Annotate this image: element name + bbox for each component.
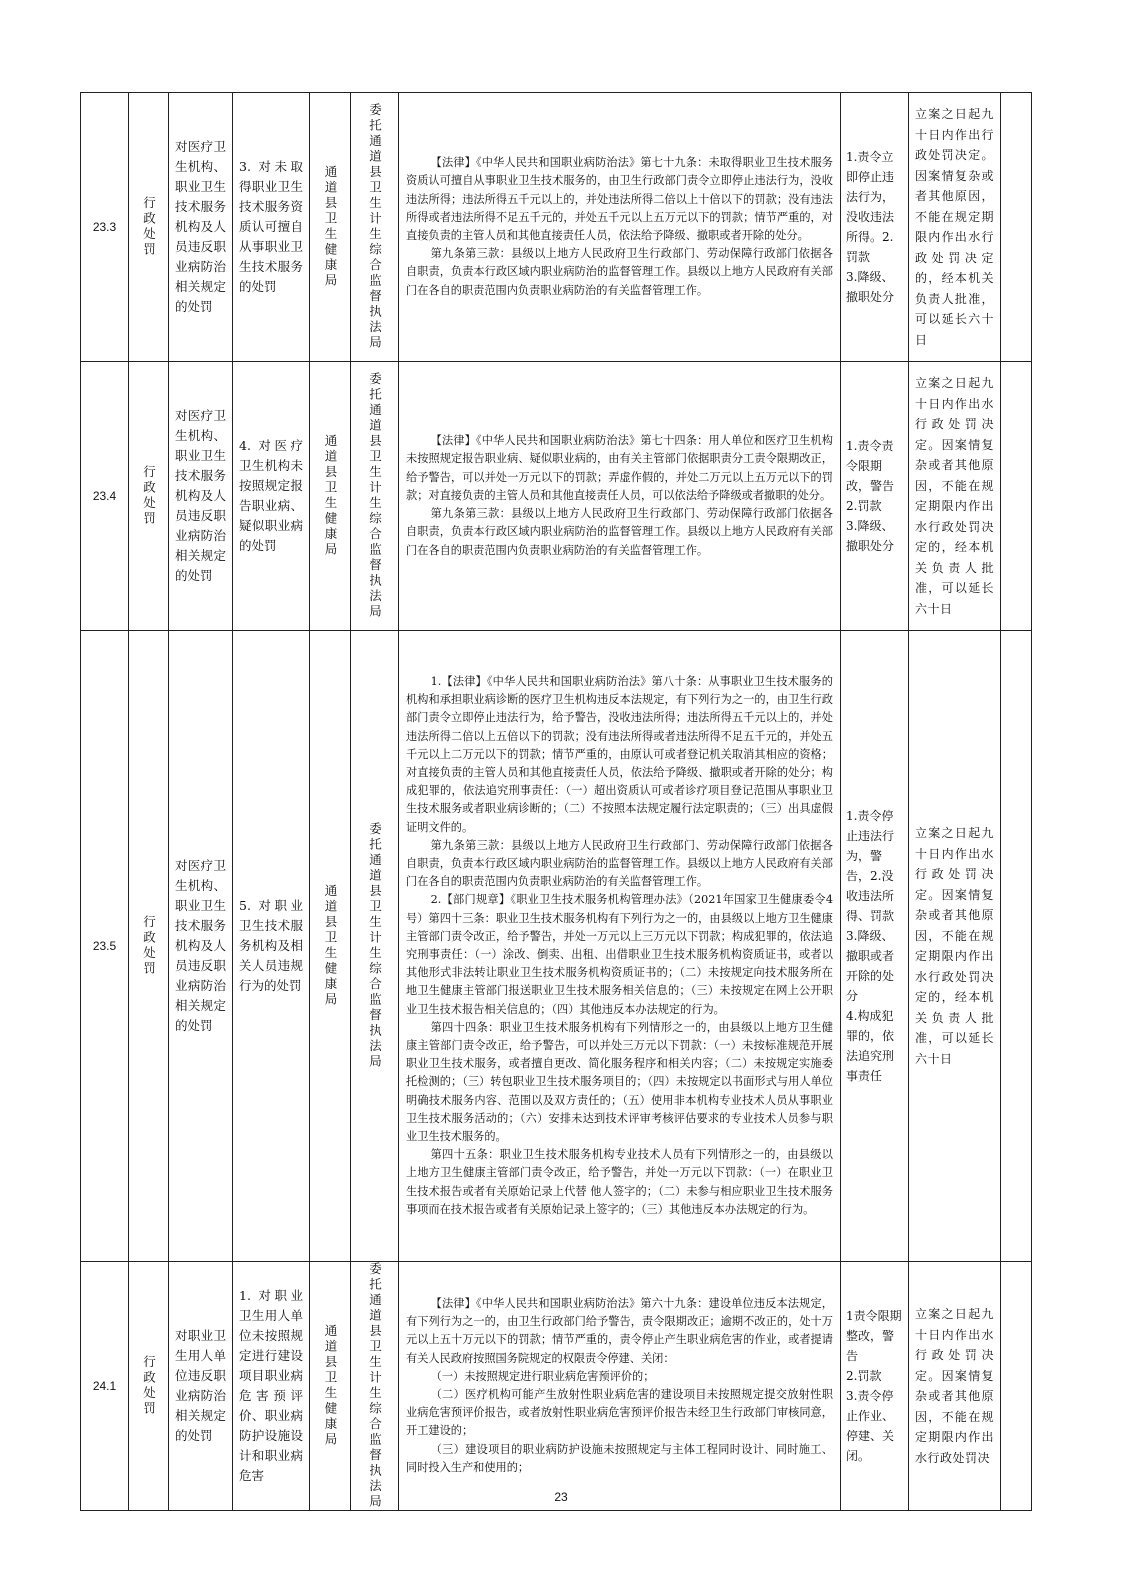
sub-item-text: 3. 对未取得职业卫生技术服务资质认可擅自从事职业卫生技术服务的处罚 [239, 159, 303, 294]
punishment-text: 1.责令停止违法行为，警告，2.没收违法所得、罚款 3.降级、撤职或者开除的处分 4.构成犯罪的，依法追究刑事责任 [846, 809, 895, 1083]
punishment-cell [841, 93, 909, 362]
remark-cell [1001, 362, 1032, 631]
legal-basis-paragraph: 【法律】《中华人民共和国职业病防治法》第七十九条：未取得职业卫生技术服务资质认可擅自从事职业卫生技术服务的，由卫生行政部门责令立即停止违法行为，没收违法所得；违法所得五千元以上的，并处违法所得二倍以上十倍以下的罚款；没有违法所得或者违法所得不足五千元的，并处五千元以上五万元以下的罚款；情节严重的，对直接负责的主管人员和其他直接责任人员，依法给予降级、撤职或者开除的处分。 [406, 156, 833, 242]
time-limit-text: 立案之日起九十日内作出水行政处罚决定。因案情复杂或者其他原因，不能在规定期限内作出水行政处罚决定的，经本机关负责人批准，可以延长六十日 [915, 826, 994, 1066]
enforcement-table [80, 92, 1032, 1511]
agency-text: 通道县卫生健康局 [323, 1324, 338, 1448]
sub-item-text: 4. 对医疗卫生机构未按照规定报告职业病、疑似职业病的处罚 [239, 438, 303, 553]
time-limit-cell [909, 631, 1001, 1262]
category-text: 行政处罚 [141, 196, 157, 258]
legal-basis-paragraph: 第九条第三款：县级以上地方人民政府卫生行政部门、劳动保障行政部门依据各自职责，负责本行政区域内职业病防治的监督管理工作。县级以上地方人民政府有关部门在各自的职责范围内负责职业病防治的有关监督管理工作。 [406, 507, 833, 557]
enforcer-text: 委托通道县卫生计生综合监督执法局 [367, 372, 383, 620]
category-cell [129, 631, 169, 1262]
time-limit-text: 立案之日起九十日内作出水行政处罚决定。因案情复杂或者其他原因，不能在规定期限内作出水行政处罚决 [915, 1307, 994, 1465]
item-cell [169, 631, 233, 1262]
legal-basis-paragraph: 1.【法律】《中华人民共和国职业病防治法》第八十条：从事职业卫生技术服务的机构和承担职业病诊断的医疗卫生机构违反本法规定，有下列行为之一的，由卫生行政部门责令立即停止违法行为，给予警告，没收违法所得；违法所得五千元以上的，并处违法所得二倍以上五倍以下的罚款；没有违法所得或者违法所得不足五千元的，并处五千元以上二万元以下的罚款；情节严重的，由原认可或者登记机关取消其相应的资格；对直接负责的主管人员和其他直接责任人员，依法给予降级、撤职或者开除的处分；构成犯罪的，依法追究刑事责任：（一）超出资质认可或者诊疗项目登记范围从事职业卫生技术服务或者职业病诊断的；（二）不按照本法规定履行法定职责的；（三）出具虚假证明文件的。 [406, 674, 833, 834]
legal-basis-paragraph: （三）建设项目的职业病防护设施未按照规定与主体工程同时设计、同时施工、同时投入生产和使用的； [406, 1442, 833, 1474]
sub-item-text: 1. 对职业卫生用人单位未按照规定进行建设项目职业病危害预评价、职业病防护设施设计和职业病危害 [239, 1288, 303, 1483]
legal-basis-cell [399, 362, 841, 631]
legal-basis-paragraph: （一）未按照规定进行职业病危害预评价的； [430, 1369, 655, 1383]
legal-basis-paragraph: 第四十四条：职业卫生技术服务机构有下列情形之一的，由县级以上地方卫生健康主管部门责令改正，给予警告，可以并处三万元以下罚款：（一）未按标准规范开展职业卫生技术服务，或者擅自更改、简化服务程序和相关内容；（二）未按规定实施委托检测的；（三）转包职业卫生技术服务项目的；（四）未按规定以书面形式与用人单位明确技术服务内容、范围以及双方责任的；（五）使用非本机构专业技术人员从事职业卫生技术服务活动的；（六）安排未达到技术评审考核评估要求的专业技术人员参与职业卫生技术服务的。 [406, 1020, 833, 1144]
category-cell [129, 93, 169, 362]
row-id: 23.3 [92, 220, 117, 234]
agency-cell [310, 1262, 351, 1511]
enforcer-cell [351, 93, 399, 362]
row-id-cell [81, 362, 129, 631]
row-id-cell [81, 631, 129, 1262]
item-text: 对职业卫生用人单位违反职业病防治相关规定的处罚 [175, 1328, 226, 1443]
punishment-text: 1.责令立即停止违法行为，没收违法所得。2.罚款 3.降级、撤职处分 [846, 150, 895, 304]
item-cell [169, 362, 233, 631]
sub-item-cell [233, 1262, 310, 1511]
row-id: 24.1 [92, 1379, 117, 1393]
remark-cell [1001, 1262, 1032, 1511]
item-cell [169, 93, 233, 362]
time-limit-cell [909, 93, 1001, 362]
legal-basis-paragraph: 第九条第三款：县级以上地方人民政府卫生行政部门、劳动保障行政部门依据各自职责，负责本行政区域内职业病防治的监督管理工作。县级以上地方人民政府有关部门在各自的职责范围内负责职业病防治的有关监督管理工作。 [406, 838, 833, 889]
agency-text: 通道县卫生健康局 [323, 884, 338, 1008]
row-id-cell [81, 1262, 129, 1511]
row-id-cell [81, 93, 129, 362]
enforcer-cell [351, 1262, 399, 1511]
table-row [81, 1262, 1032, 1511]
enforcer-cell [351, 362, 399, 631]
punishment-text: 1责令限期整改，警告 2.罚款 3.责令停止作业、停建、关闭。 [846, 1309, 902, 1463]
remark-cell [1001, 631, 1032, 1262]
category-text: 行政处罚 [141, 915, 157, 977]
table-row [81, 362, 1032, 631]
item-text: 对医疗卫生机构、职业卫生技术服务机构及人员违反职业病防治相关规定的处罚 [175, 858, 226, 1033]
legal-basis-cell [399, 631, 841, 1262]
enforcer-cell [351, 631, 399, 1262]
row-id: 23.4 [92, 489, 117, 503]
sub-item-cell [233, 362, 310, 631]
legal-basis-paragraph: 【法律】《中华人民共和国职业病防治法》第六十九条：建设单位违反本法规定，有下列行为之一的，由卫生行政部门给予警告，责令限期改正；逾期不改正的，处十万元以上五十万元以下的罚款；情节严重的，责令停止产生职业病危害的作业，或者提请有关人民政府按照国务院规定的权限责令停建、关闭： [406, 1296, 833, 1365]
punishment-text: 1.责令责令限期改，警告 2.罚款 3.降级、撤职处分 [846, 439, 895, 553]
enforcer-text: 委托通道县卫生计生综合监督执法局 [367, 103, 383, 351]
sub-item-cell [233, 631, 310, 1262]
table-row [81, 93, 1032, 362]
punishment-cell [841, 631, 909, 1262]
row-id: 23.5 [92, 939, 117, 953]
agency-text: 通道县卫生健康局 [323, 165, 338, 289]
punishment-cell [841, 1262, 909, 1511]
item-cell [169, 1262, 233, 1511]
legal-basis-paragraph: 第四十五条：职业卫生技术服务机构专业技术人员有下列情形之一的，由县级以上地方卫生健康主管部门责令改正，给予警告，并处一万元以下罚款：（一）在职业卫生技术报告或者有关原始记录上代替 他人签字的；（二）未参与相应职业卫生技术服务事项而在技术报告或者有关原始记录上签字的；（三）其他违反本办法规定的行为。 [406, 1148, 833, 1216]
legal-basis-paragraph: 【法律】《中华人民共和国职业病防治法》第七十四条：用人单位和医疗卫生机构未按照规定报告职业病、疑似职业病的，由有关主管部门依据职责分工责令限期改正，给予警告，可以并处一万元以下的罚款；弄虚作假的，并处二万元以上五万元以下的罚款；对直接负责的主管人员和其他直接责任人员，可以依法给予降级或者撤职的处分。 [406, 434, 833, 502]
item-text: 对医疗卫生机构、职业卫生技术服务机构及人员违反职业病防治相关规定的处罚 [175, 139, 226, 314]
item-text: 对医疗卫生机构、职业卫生技术服务机构及人员违反职业病防治相关规定的处罚 [175, 408, 226, 583]
enforcer-text: 委托通道县卫生计生综合监督执法局 [367, 1262, 383, 1510]
sub-item-text: 5. 对职业卫生技术服务机构及相关人员违规行为的处罚 [239, 898, 303, 993]
time-limit-text: 立案之日起九十日内作出行政处罚决定。因案情复杂或者其他原因，不能在规定期限内作出水行政处罚决定的，经本机关负责人批准，可以延长六十日 [915, 107, 994, 347]
category-text: 行政处罚 [141, 465, 157, 527]
sub-item-cell [233, 93, 310, 362]
agency-cell [310, 93, 351, 362]
table-row [81, 631, 1032, 1262]
time-limit-text: 立案之日起九十日内作出水行政处罚决定。因案情复杂或者其他原因，不能在规定期限内作出水行政处罚决定的，经本机关负责人批准，可以延长六十日 [915, 376, 994, 616]
category-cell [129, 1262, 169, 1511]
time-limit-cell [909, 362, 1001, 631]
legal-basis-paragraph: 第九条第三款：县级以上地方人民政府卫生行政部门、劳动保障行政部门依据各自职责，负责本行政区域内职业病防治的监督管理工作。县级以上地方人民政府有关部门在各自的职责范围内负责职业病防治的有关监督管理工作。 [406, 247, 833, 297]
category-cell [129, 362, 169, 631]
page-number: 23 [554, 1490, 568, 1504]
legal-basis-cell [399, 93, 841, 362]
agency-cell [310, 362, 351, 631]
agency-text: 通道县卫生健康局 [323, 434, 338, 558]
category-text: 行政处罚 [141, 1355, 157, 1417]
time-limit-cell [909, 1262, 1001, 1511]
punishment-cell [841, 362, 909, 631]
agency-cell [310, 631, 351, 1262]
remark-cell [1001, 93, 1032, 362]
legal-basis-paragraph: （二）医疗机构可能产生放射性职业病危害的建设项目未按照规定提交放射性职业病危害预评价报告，或者放射性职业病危害预评价报告未经卫生行政部门审核同意，开工建设的； [406, 1388, 833, 1438]
legal-basis-paragraph: 2.【部门规章】《职业卫生技术服务机构管理办法》（2021年国家卫生健康委令4号）第四十三条：职业卫生技术服务机构有下列行为之一的，由县级以上地方卫生健康主管部门责令改正，给予警告，并处一万元以上三万元以下罚款；构成犯罪的，依法追究刑事责任：（一）涂改、倒卖、出租、出借职业卫生技术服务机构资质证书，或者以其他形式非法转让职业卫生技术服务机构资质证书的；（二）未按规定向技术服务所在地卫生健康主管部门报送职业卫生技术服务相关信息的；（三）未按规定在网上公开职业卫生技术报告相关信息的；（四）其他违反本办法规定的行为。 [406, 893, 833, 1016]
legal-basis-cell [399, 1262, 841, 1511]
enforcer-text: 委托通道县卫生计生综合监督执法局 [367, 822, 383, 1070]
